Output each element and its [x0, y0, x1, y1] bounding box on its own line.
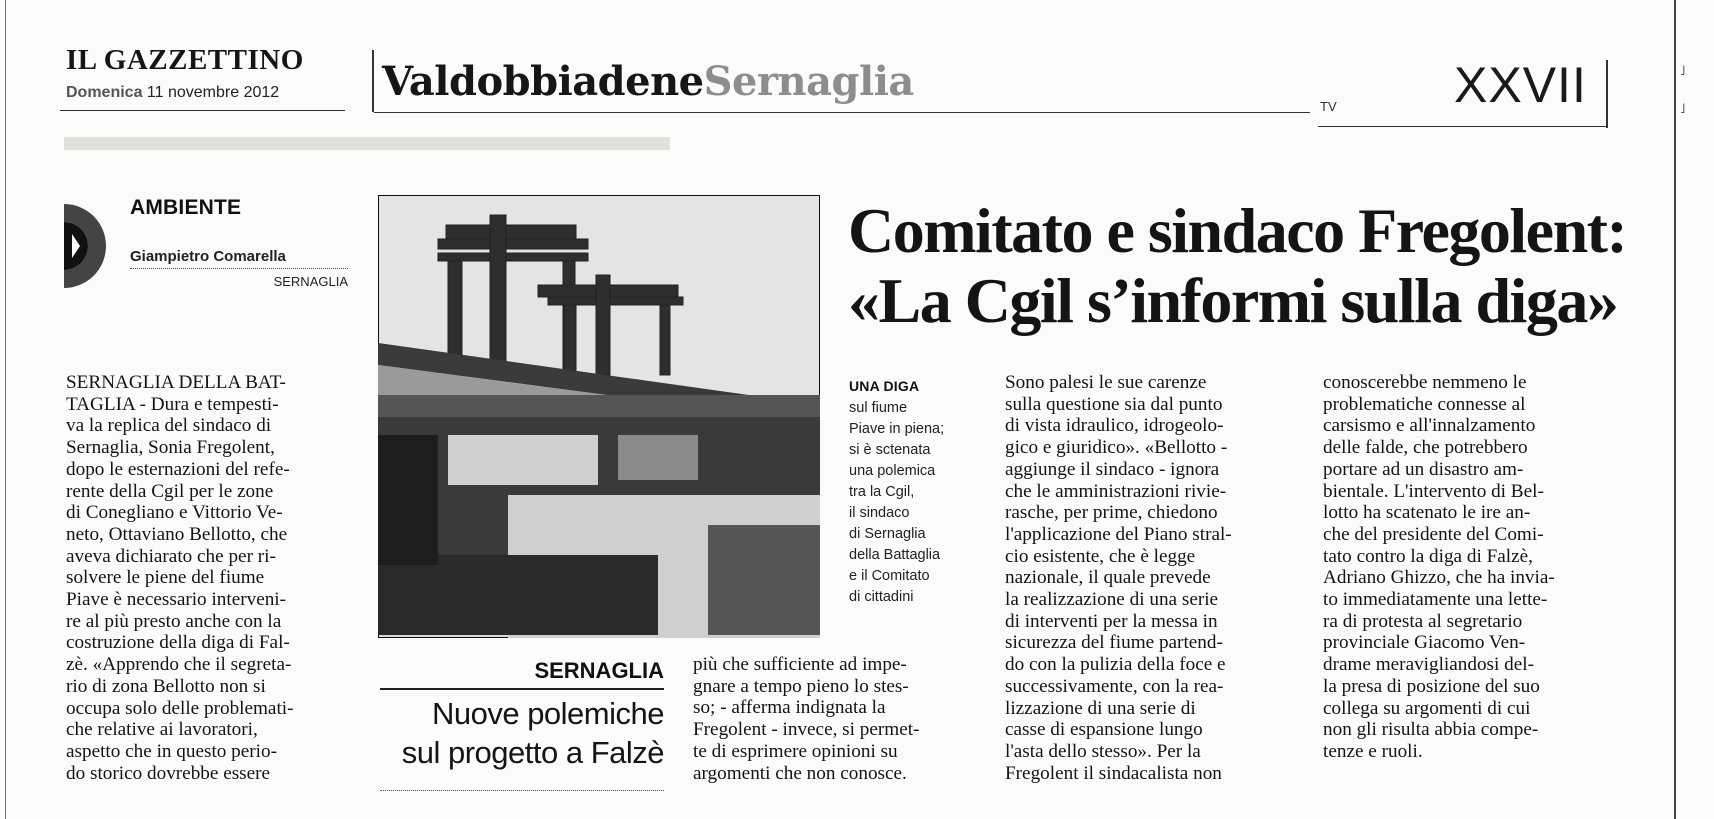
caption-title: UNA DIGA [849, 378, 920, 394]
article-line: bientale. L'intervento di Bel- [1323, 480, 1544, 502]
article-line: solvere le piene del fiume [66, 567, 265, 589]
headline [848, 195, 1627, 336]
article-line: provinciale Giacomo Ven- [1323, 632, 1526, 654]
article-line: aveva dichiarato che per ri- [66, 545, 276, 567]
article-line: nazionale, il quale prevede [1005, 567, 1211, 589]
caption-line: Piave in piena; [849, 421, 945, 437]
masthead-date [66, 84, 279, 102]
caption-line: sul fiume [849, 400, 908, 416]
article-line: neto, Ottaviano Bellotto, che [66, 523, 288, 545]
byline-arc-icon [62, 200, 112, 292]
article-line: Sono palesi le sue carenze [1005, 372, 1207, 393]
masthead-date-text: 11 novembre 2012 [146, 84, 280, 101]
byline-author: Giampietro Comarella [130, 248, 286, 265]
caption-line: il sindaco [849, 505, 910, 521]
article-column-3 [1005, 372, 1293, 784]
article-line: Sernaglia, Sonia Fregolent, [66, 437, 275, 459]
section-divider [372, 50, 374, 112]
article-line: casse di espansione lungo [1005, 719, 1203, 741]
article-line: la presa di posizione del suo [1323, 675, 1540, 697]
article-line: gico e giuridico». «Bellotto - [1005, 437, 1228, 459]
article-line: che relative ai lavoratori, [66, 719, 258, 741]
article-line: TAGLIA - Dura e tempesti- [66, 393, 279, 415]
article-line: che del presidente del Comi- [1323, 523, 1544, 545]
sidebar-title-line-2: sul progetto a Falzè [401, 735, 664, 770]
byline-kicker: AMBIENTE [130, 196, 242, 219]
byline-place: SERNAGLIA [273, 274, 348, 289]
article-line: zè. «Apprendo che il segreta- [66, 654, 292, 676]
article-line: lotto ha scatenato le ire an- [1323, 502, 1531, 524]
article-line: sicurezza del fiume partend- [1005, 632, 1223, 654]
article-line: SERNAGLIA DELLA BAT- [66, 372, 286, 393]
page-number: XXVII [1454, 57, 1587, 113]
article-line: delle falde, che potrebbero [1323, 437, 1528, 459]
page-edge-left [5, 0, 6, 819]
article-line: argomenti che non conosce. [693, 762, 907, 784]
article-line: Fregolent il sindacalista non [1005, 762, 1222, 784]
article-line: successivamente, con la rea- [1005, 675, 1224, 697]
dam-photo [378, 195, 820, 638]
article-line: va la replica del sindaco di [66, 415, 272, 437]
sidebar-title [380, 694, 664, 772]
article-line: portare ad un disastro am- [1323, 458, 1524, 480]
caption-line: della Battaglia [849, 547, 941, 563]
sidebar-kicker: SERNAGLIA [534, 658, 664, 683]
article-line: collega su argomenti di cui [1323, 697, 1531, 719]
article-line: di vista idraulico, idrogeolo- [1005, 415, 1224, 437]
article-line: cio esistente, che è legge [1005, 545, 1196, 567]
article-line: conoscerebbe nemmeno le [1323, 372, 1527, 393]
gray-band [64, 137, 670, 150]
article-line: costruzione della diga di Fal- [66, 632, 290, 654]
article-line: tenze e ruoli. [1323, 740, 1423, 762]
article-line: che le amministrazioni rivie- [1005, 480, 1227, 502]
article-line: l'asta dello stesso». Per la [1005, 740, 1201, 762]
article-line: Adriano Ghizzo, che ha invia- [1323, 567, 1555, 589]
caption-line: di Sernaglia [849, 526, 926, 542]
article-line: di interventi per la messa in [1005, 610, 1218, 632]
headline-line-2: «La Cgil s’informi sulla diga» [848, 265, 1618, 336]
article-line: tato contro la diga di Falzè, [1323, 545, 1533, 567]
masthead-day: Domenica [66, 84, 143, 101]
article-line: l'applicazione del Piano stral- [1005, 523, 1232, 545]
sidebar-title-line-1: Nuove polemiche [431, 696, 664, 731]
edge-mark: ˩ [1680, 100, 1686, 116]
sidebar-rule [380, 688, 664, 690]
article-line: non gli risulta abbia compe- [1323, 719, 1539, 741]
article-line: aspetto che in questo perio- [66, 740, 277, 762]
article-line: re al più presto anche con la [66, 610, 282, 632]
page-number-divider [1606, 60, 1608, 128]
article-line: ra di protesta al segretario [1323, 610, 1523, 632]
article-line: di Conegliano e Vittorio Ve- [66, 502, 283, 524]
article-line: sulla questione sia dal punto [1005, 393, 1223, 415]
article-line: occupa solo delle problemati- [66, 697, 294, 719]
photo-caption [849, 376, 967, 608]
article-line: te di esprimere opinioni su [693, 740, 898, 762]
article-line: più che sufficiente ad impe- [693, 654, 907, 675]
section-title [382, 58, 914, 105]
section-title-sub: Sernaglia [703, 58, 914, 105]
article-line: rasche, per prime, chiedono [1005, 502, 1218, 524]
article-line: carsismo e all'innalzamento [1323, 415, 1536, 437]
article-column-1 [66, 372, 350, 784]
article-line: problematiche connesse al [1323, 393, 1526, 415]
article-line: do storico dovrebbe essere [66, 762, 271, 784]
section-rule [374, 112, 1310, 113]
caption-line: si è sctenata [849, 442, 931, 458]
page-number-rule [1318, 126, 1606, 127]
article-line: rente della Cgil per le zone [66, 480, 274, 502]
caption-line: di cittadini [849, 589, 914, 605]
caption-line: una polemica [849, 463, 936, 479]
section-title-main: Valdobbiadene [382, 58, 704, 105]
sidebar-bottom-rule [380, 790, 664, 791]
article-line: lizzazione di una serie di [1005, 697, 1196, 719]
edge-mark: ˩ [1680, 62, 1686, 78]
article-line: aggiunge il sindaco - ignora [1005, 458, 1220, 480]
masthead-rule [60, 110, 345, 111]
caption-line: tra la Cgil, [849, 484, 915, 500]
article-line: to immediatamente una lette- [1323, 589, 1548, 611]
article-line: la realizzazione di una serie [1005, 589, 1219, 611]
article-line: drame meravigliandosi del- [1323, 654, 1534, 676]
caption-line: e il Comitato [849, 568, 930, 584]
article-column-2 [693, 654, 979, 784]
article-line: Piave è necessario interveni- [66, 589, 287, 611]
article-line: rio di zona Bellotto non si [66, 675, 266, 697]
article-line: dopo le esternazioni del refe- [66, 458, 290, 480]
article-line: do con la pulizia della foce e [1005, 654, 1226, 676]
page-edge-right [1674, 0, 1676, 819]
byline-divider [130, 268, 348, 269]
article-column-4 [1323, 372, 1611, 763]
masthead-name: IL GAZZETTINO [66, 44, 304, 76]
edition-label: TV [1320, 99, 1337, 114]
article-line: Fregolent - invece, si permet- [693, 719, 920, 741]
article-line: so; - afferma indignata la [693, 697, 886, 719]
article-line: gnare a tempo pieno lo stes- [693, 675, 909, 697]
headline-line-1: Comitato e sindaco Fregolent: [848, 195, 1627, 266]
